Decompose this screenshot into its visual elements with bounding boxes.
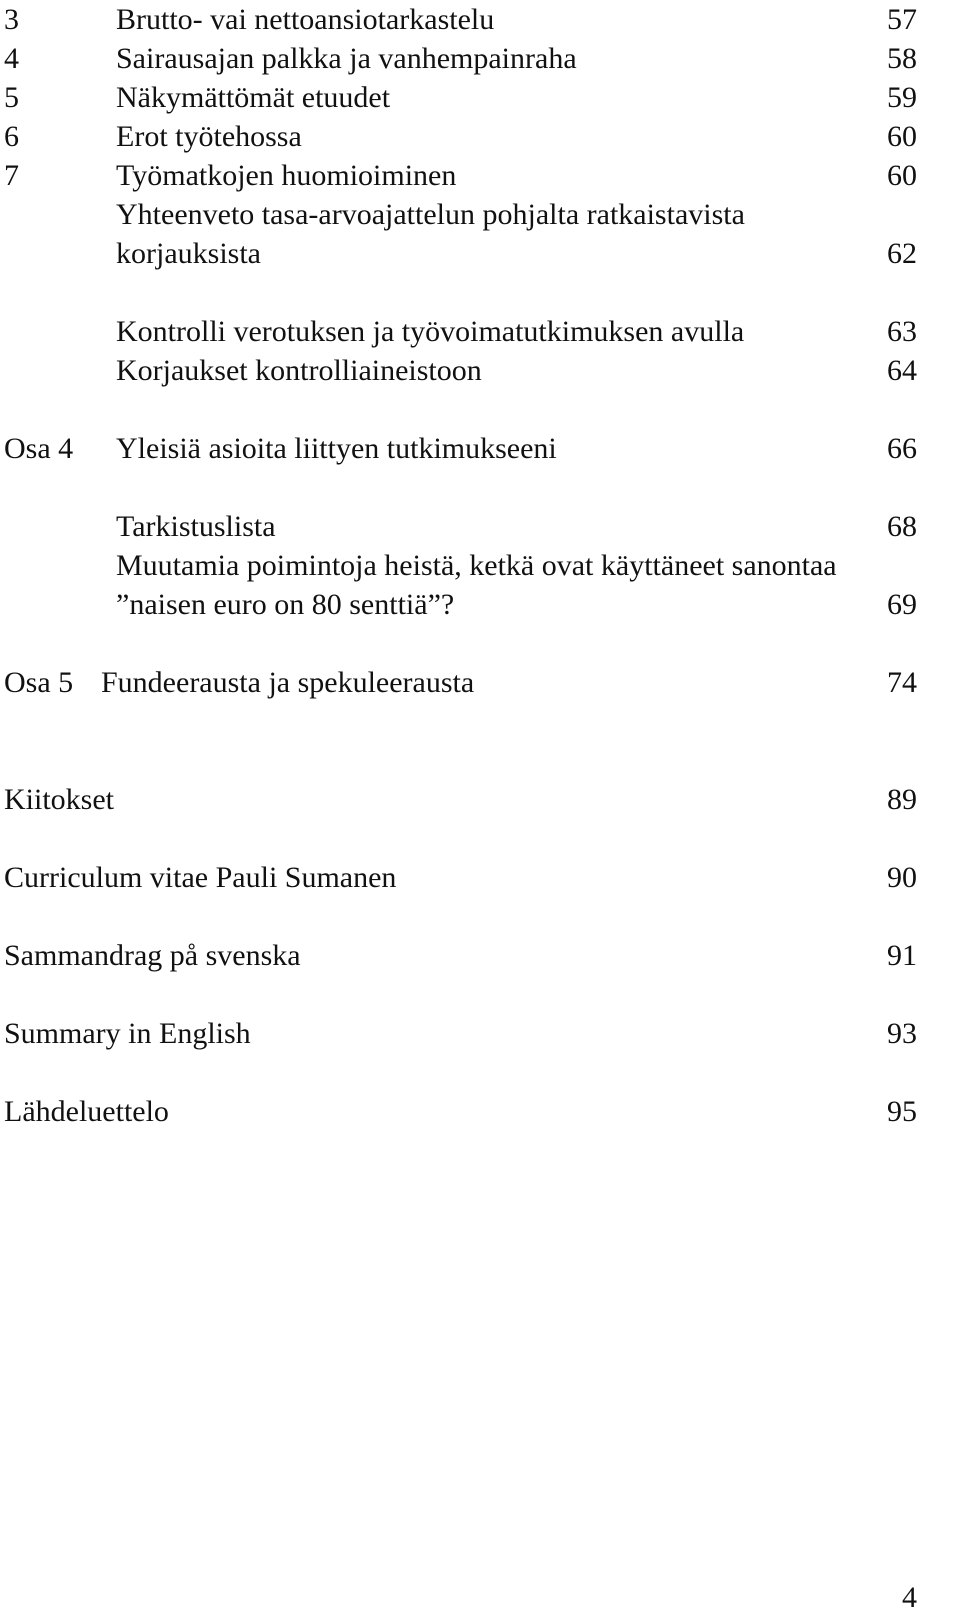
- toc-entry-number: 5: [4, 81, 19, 114]
- toc-entry-title: Sammandrag på svenska: [4, 939, 301, 972]
- toc-entry-page: 59: [887, 81, 917, 114]
- toc-entry-page: 89: [887, 783, 917, 816]
- toc-entry-page: 63: [887, 315, 917, 348]
- toc-section-heading: [0, 429, 960, 468]
- toc-entry-title: Kiitokset: [4, 783, 114, 816]
- toc-entry-title: Lähdeluettelo: [4, 1095, 169, 1128]
- toc-entry-continuation: [0, 234, 960, 273]
- toc-backmatter-entry: [0, 858, 960, 897]
- toc-entry-title: Työmatkojen huomioiminen: [116, 159, 457, 192]
- toc-entry-number: 4: [4, 42, 19, 75]
- toc-entry-title: Korjaukset kontrolliaineistoon: [116, 354, 482, 387]
- toc-entry-title: Kontrolli verotuksen ja työvoimatutkimuksen avulla: [116, 315, 745, 348]
- toc-entry: [0, 0, 960, 39]
- toc-backmatter-entry: [0, 1092, 960, 1131]
- toc-backmatter-entry: [0, 936, 960, 975]
- toc-backmatter-entry: [0, 1014, 960, 1053]
- toc-entry-title: korjauksista: [116, 237, 261, 270]
- toc-section-number: Osa 5: [4, 666, 74, 699]
- toc-entry-number: 6: [4, 120, 19, 153]
- toc-entry-page: 95: [887, 1095, 917, 1128]
- toc-section-title: Yleisiä asioita liittyen tutkimukseeni: [116, 432, 557, 465]
- toc-entry-title: Summary in English: [4, 1017, 251, 1050]
- toc-entry-page: 58: [887, 42, 917, 75]
- toc-entry-title: Tarkistuslista: [116, 510, 276, 543]
- toc-entry: [0, 117, 960, 156]
- toc-entry-page: 60: [887, 159, 917, 192]
- toc-entry-title: Sairausajan palkka ja vanhempainraha: [116, 42, 577, 75]
- toc-entry-number: 7: [4, 159, 19, 192]
- toc-entry-page: 90: [887, 861, 917, 894]
- toc-entry: [0, 78, 960, 117]
- toc-entry: [0, 195, 960, 234]
- toc-entry-page: 66: [887, 432, 917, 465]
- toc-entry: [0, 351, 960, 390]
- toc-entry-page: 62: [887, 237, 917, 270]
- toc-entry-title: Näkymättömät etuudet: [116, 81, 391, 114]
- toc-entry-number: 3: [4, 3, 19, 36]
- toc-entry: [0, 507, 960, 546]
- toc-entry-page: 91: [887, 939, 917, 972]
- toc-entry-title: Muutamia poimintoja heistä, ketkä ovat käyttäneet sanontaa: [116, 549, 837, 582]
- toc-entry-page: 69: [887, 588, 917, 621]
- page-number: 4: [902, 1581, 917, 1614]
- toc-entry-title: Curriculum vitae Pauli Sumanen: [4, 861, 397, 894]
- toc-backmatter-entry: [0, 780, 960, 819]
- toc-entry-page: 60: [887, 120, 917, 153]
- toc-entry-title: ”naisen euro on 80 senttiä”?: [116, 588, 455, 621]
- toc-section-number: Osa 4: [4, 432, 74, 465]
- toc-entry-page: 74: [887, 666, 917, 699]
- toc-entry-title: Brutto- vai nettoansiotarkastelu: [116, 3, 495, 36]
- toc-entry: [0, 39, 960, 78]
- toc-entry: [0, 156, 960, 195]
- toc-entry-page: 93: [887, 1017, 917, 1050]
- toc-entry-page: 64: [887, 354, 917, 387]
- toc-section-title: Fundeerausta ja spekuleerausta: [101, 666, 475, 699]
- toc-entry-page: 57: [887, 3, 917, 36]
- toc-entry-page: 68: [887, 510, 917, 543]
- toc-entry-title: Erot työtehossa: [116, 120, 302, 153]
- toc-entry: [0, 312, 960, 351]
- toc-entry-continuation: [0, 585, 960, 624]
- toc-entry: [0, 546, 960, 585]
- toc-section-heading: [0, 663, 960, 702]
- toc-entry-title: Yhteenveto tasa-arvoajattelun pohjalta ratkaistavista: [116, 198, 745, 231]
